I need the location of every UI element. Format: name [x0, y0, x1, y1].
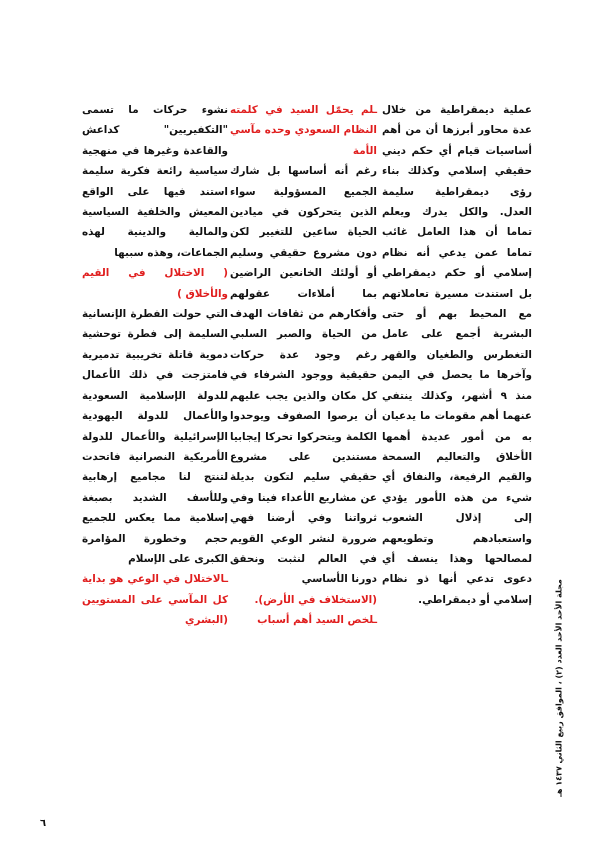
column-middle-paragraph: رغم أنه أساسها بل شارك الجميع المسؤولية سواء الذين يتحركون في ميادين الحياة ساعين للتغيير لكن دون مشروع حقيقي وسليم أو أولئك الخانعين الراضين بما أملاءات عقولهم وأفكارهم من ثقافات الهدف من الحياة والصبر السلبي رغم وجود عدة حركات حقيقية ووجود الشرفاء في كل مكان والذين يجب عليهم أن يرصوا الصفوف ويوحدوا الكلمة ويتحركوا تحركا إيجابيا مستندين على مشروع حقيقي سليم لتكون بديلة عن مشاريع الأعداء فينا وفي ثرواتنا وفي أرضنا فهي ضرورة لنشر الوعي القويم في العالم لنثبت ونحقق دورنا الأساسي: [230, 165, 377, 586]
column-left-highlight: ( الاختلال في القيم والأخلاق ): [82, 267, 228, 300]
text-column-middle: [230, 100, 377, 631]
page-number: ٦: [40, 818, 47, 829]
text-column-right: [382, 100, 532, 610]
column-left-paragraph-1: نشوء حركات ما تسمى "التكفيريين" كداعش والقاعدة وغيرها في منهجية سياسية رائعة فكرية سليمة استند فيها على الواقع المعيش والخلفية السياسية والمالية والدينية لهذه الجماعات، وهذه سببها: [82, 104, 228, 259]
text-column-left: [82, 100, 228, 631]
column-left-subheading: ـالاختلال في الوعي هو بداية كل المآسي على المستويين (البشري: [82, 573, 228, 627]
column-middle-highlight: (الاستخلاف في الأرض).: [254, 593, 377, 606]
column-middle-heading: ـلم يحمّل السيد في كلمته النظام السعودي وحده مآسي الأمة: [230, 104, 377, 157]
column-middle-subheading: ـلخص السيد أهم أسباب: [257, 614, 377, 627]
column-right-paragraph-1: عملية ديمقراطية من خلال عدة محاور أبرزها أن من أهم أساسيات قيام أي حكم ديني حقيقي إسلامي وكذلك بناء رؤى ديمقراطية سليمة العدل. والكل يدرك ويعلم تماما أن هذا العامل غائب تماما عمن يدعي أنه نظام إسلامي أو حكم ديمقراطي بل استندت مسيرة تعاملاتهم مع المحيط بهم أو حتى البشرية أجمع على عامل التغطرس والطغيان والقهر وآخرها ما يحصل في اليمن منذ ٩ أشهر، وكذلك ينتفي عنهما أهم مقومات ما يدعيان به من أمور عديدة أهمها الأخلاق والتعاليم السمحة والقيم الرفيعة، والنفاق أي شيء من هذه الأمور يؤدي إلى إذلال الشعوب واستعبادهم وتطويعهم لمصالحها وهذا ينسف أي دعوى تدعي أنها ذو نظام إسلامي أو ديمقراطي.: [382, 104, 532, 606]
issue-sidebar-text: مجلة الأحد الأحد العدد (٢) ، الموافق ربيع الثاني ١٤٣٧ هـ: [554, 579, 564, 797]
column-left-paragraph-2: التي حولت الفطرة الإنسانية السليمة إلى فطرة توحشية دموية قاتلة تخريبية تدميرية فامتزجت في ذلك الأعمال للدولة الإسلامية السعودية والأعمال للدولة اليهودية الإسرائيلية والأعمال للدولة الأمريكية النصرانية فاتحدت لتنتج لنا مجاميع إرهابية وللأسف الشديد بصبغة إسلامية مما يعكس للجميع حجم وخطورة المؤامرة الكبرى على الإسلام: [82, 308, 228, 565]
issue-sidebar: [549, 568, 569, 808]
